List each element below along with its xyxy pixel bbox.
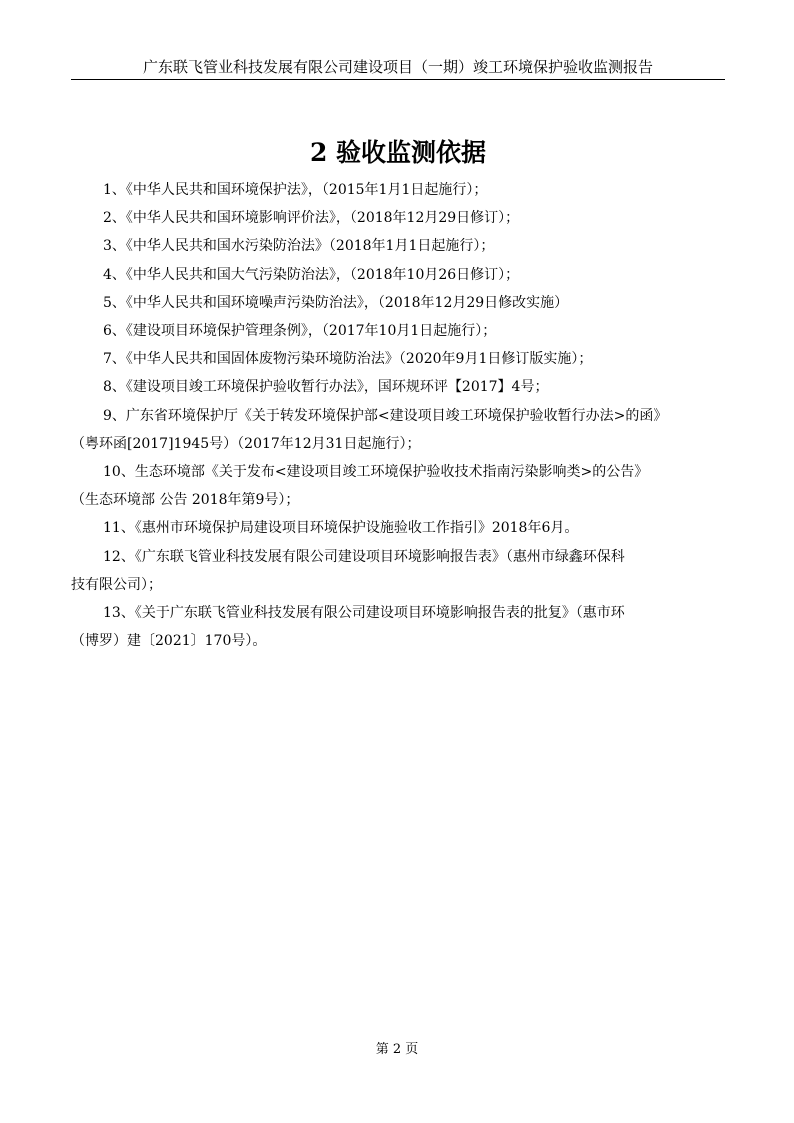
basis-item-12: 12、《广东联飞管业科技发展有限公司建设项目环境影响报告表》（惠州市绿鑫环保科	[103, 548, 625, 565]
basis-item-13: 13、《关于广东联飞管业科技发展有限公司建设项目环境影响报告表的批复》（惠市环	[103, 605, 625, 622]
basis-item-12-continued: 技有限公司）；	[71, 576, 162, 593]
page-number: 第 2 页	[375, 1042, 419, 1057]
basis-item-10-continued: （生态环境部 公告 2018年第9号）；	[71, 492, 300, 509]
basis-item-8: 8、《建设项目竣工环境保护验收暂行办法》，国环规环评【2017】4号；	[103, 379, 549, 396]
basis-item-7: 7、《中华人民共和国固体废物污染环境防治法》（2020年9月1日修订版实施）；	[103, 351, 593, 368]
basis-item-9: 9、广东省环境保护厅《关于转发环境保护部<建设项目竣工环境保护验收暂行办法>的函》	[103, 407, 668, 424]
basis-item-3: 3、《中华人民共和国水污染防治法》（2018年1月1日起施行）；	[103, 238, 495, 255]
basis-item-9-continued: （粤环函[2017]1945号）（2017年12月31日起施行）；	[71, 435, 421, 452]
header-divider	[71, 79, 725, 80]
basis-item-1: 1、《中华人民共和国环境保护法》，（2015年1月1日起施行）；	[103, 182, 488, 198]
basis-item-6: 6、《建设项目环境保护管理条例》，（2017年10月1日起施行）；	[103, 323, 497, 340]
section-title: 2 验收监测依据	[309, 138, 487, 167]
basis-item-13-continued: （博罗）建〔2021〕170号）。	[71, 633, 267, 650]
basis-item-2: 2、《中华人民共和国环境影响评价法》，（2018年12月29日修订）；	[103, 210, 520, 227]
page-header: 广东联飞管业科技发展有限公司建设项目（一期）竣工环境保护验收监测报告	[142, 58, 653, 76]
basis-item-4: 4、《中华人民共和国大气污染防治法》，（2018年10月26日修订）；	[103, 266, 520, 283]
basis-item-11: 11、《惠州市环境保护局建设项目环境保护设施验收工作指引》2018年6月。	[103, 520, 579, 537]
basis-item-10: 10、生态环境部《关于发布<建设项目竣工环境保护验收技术指南污染影响类>的公告》	[103, 464, 649, 481]
basis-item-5: 5、《中华人民共和国环境噪声污染防治法》，（2018年12月29日修改实施）	[103, 294, 569, 311]
basis-list	[71, 176, 733, 655]
